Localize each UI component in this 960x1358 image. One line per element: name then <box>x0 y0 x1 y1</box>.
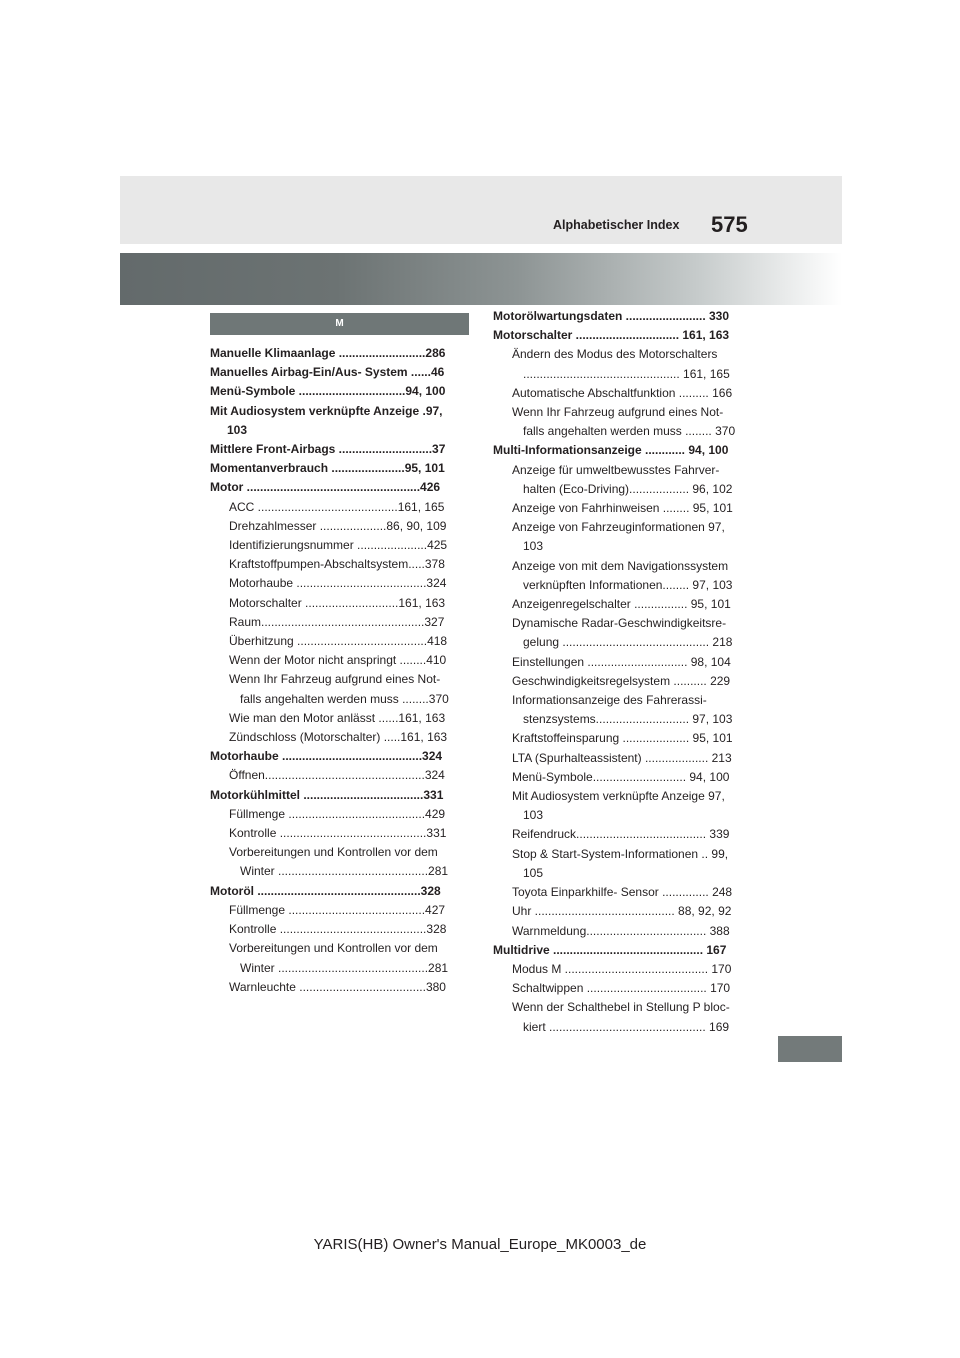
index-entry-line: Motorölwartungsdaten ........................ 330 <box>493 309 730 323</box>
index-subentry <box>210 594 462 613</box>
index-entry <box>210 363 462 382</box>
index-entry-line: Menü-Symbole............................ 94, 100 <box>512 769 730 784</box>
index-entry-line: LTA (Spurhalteassistent) ................... 213 <box>512 750 732 765</box>
index-entry-line: Dynamische Radar-Geschwindigkeitsre- <box>512 616 727 631</box>
index-entry-line: Wenn der Schalthebel in Stellung P bloc- <box>512 1000 730 1015</box>
index-entry <box>493 326 743 345</box>
index-subentry <box>493 499 743 518</box>
index-entry <box>210 459 462 478</box>
index-subentry <box>210 651 462 670</box>
index-entry-line: Manuelles Airbag-Ein/Aus- System ......46 <box>210 365 445 380</box>
index-subentry <box>210 613 462 632</box>
index-subentry <box>493 883 743 902</box>
index-entry-line: Motorhaube ..........................................324 <box>210 749 443 764</box>
index-entry-line: Wenn Ihr Fahrzeug aufgrund eines Not- <box>512 405 724 420</box>
index-subentry <box>210 555 462 574</box>
index-entry-line: Kontrolle ............................................331 <box>229 826 447 841</box>
index-subentry <box>493 729 743 748</box>
index-entry <box>210 882 462 901</box>
index-entry-line: Motor ....................................................426 <box>210 480 441 495</box>
index-subentry <box>493 787 743 825</box>
index-column-left <box>210 344 462 997</box>
index-entry-line: Ändern des Modus des Motorschalters <box>512 347 718 362</box>
index-subentry <box>493 825 743 844</box>
index-entry-line: Motoröl .................................................328 <box>210 883 441 898</box>
index-subentry <box>493 653 743 672</box>
index-subentry <box>493 845 743 883</box>
index-entry <box>210 440 462 459</box>
index-entry-line: Winter .............................................281 <box>240 960 449 975</box>
index-subentry <box>493 557 743 595</box>
index-entry-line: Zündschloss (Motorschalter) .....161, 163 <box>229 730 448 745</box>
index-subentry <box>493 403 743 441</box>
page-header-title: Alphabetischer Index <box>553 218 680 232</box>
index-entry-line: Warnleuchte ......................................380 <box>229 979 446 994</box>
index-entry-line: ACC ..........................................161, 165 <box>229 499 445 514</box>
page-footer: YARIS(HB) Owner's Manual_Europe_MK0003_de <box>313 1236 647 1253</box>
index-entry <box>210 478 462 497</box>
index-entry-line: Überhitzung .......................................418 <box>229 634 448 649</box>
index-subentry <box>493 998 743 1036</box>
index-subentry <box>210 632 462 651</box>
index-subentry <box>493 345 743 383</box>
index-entry-line: Anzeige für umweltbewusstes Fahrver- <box>512 462 720 477</box>
index-entry-line: gelung ............................................ 218 <box>523 635 733 650</box>
index-subentry <box>210 498 462 517</box>
index-subentry <box>210 901 462 920</box>
index-entry-line: Uhr .......................................... 88, 92, 92 <box>512 904 732 919</box>
index-entry-line: 103 <box>523 539 544 554</box>
decorative-gradient-band <box>120 253 842 305</box>
index-entry-line: Drehzahlmesser ....................86, 90, 109 <box>229 518 447 533</box>
index-entry-line: Vorbereitungen und Kontrollen vor dem <box>229 845 438 860</box>
index-entry-line: falls angehalten werden muss ........ 370 <box>523 424 736 439</box>
index-entry-line: verknüpften Informationen........ 97, 103 <box>523 577 733 592</box>
index-entry-line: Informationsanzeige des Fahrerassi- <box>512 693 707 708</box>
index-subentry <box>493 979 743 998</box>
index-entry-line: Öffnen................................................324 <box>229 768 445 783</box>
index-column-right <box>493 307 743 1037</box>
index-entry-line: Anzeige von Fahrhinweisen ........ 95, 101 <box>512 501 733 516</box>
index-entry-line: Schaltwippen .................................... 170 <box>512 981 731 996</box>
index-entry-line: falls angehalten werden muss ........370 <box>240 691 449 706</box>
index-entry-line: Anzeigenregelschalter ................ 95, 101 <box>512 597 731 612</box>
index-entry-line: Anzeige von Fahrzeuginformationen 97, <box>512 520 725 535</box>
index-subentry <box>210 824 462 843</box>
index-subentry <box>210 709 462 728</box>
index-entry-line: Wenn Ihr Fahrzeug aufgrund eines Not- <box>229 672 441 687</box>
index-entry-line: Mit Audiosystem verknüpfte Anzeige .97, <box>210 403 443 418</box>
index-entry-line: Reifendruck....................................... 339 <box>512 827 730 842</box>
index-entry <box>210 344 462 363</box>
index-subentry <box>210 574 462 593</box>
index-subentry <box>493 384 743 403</box>
index-subentry <box>493 922 743 941</box>
index-subentry <box>493 691 743 729</box>
index-entry-line: ............................................... 161, 165 <box>523 366 730 381</box>
index-entry-line: Momentanverbrauch ......................95, 101 <box>210 461 445 476</box>
index-entry-line: Füllmenge .........................................429 <box>229 806 446 821</box>
index-entry <box>493 307 743 326</box>
index-entry-line: 105 <box>523 865 544 880</box>
index-entry-line: Modus M ........................................... 170 <box>512 961 732 976</box>
index-entry-line: Motorhaube .......................................324 <box>229 576 447 591</box>
index-entry-line: Füllmenge .........................................427 <box>229 902 446 917</box>
index-entry-line: Motorschalter ............................... 161, 163 <box>493 328 730 343</box>
index-entry-line: Mittlere Front-Airbags ............................37 <box>210 442 446 457</box>
index-subentry <box>493 614 743 652</box>
index-subentry <box>493 672 743 691</box>
index-subentry <box>493 768 743 787</box>
index-entry-line: Motorschalter ............................161, 163 <box>229 595 446 610</box>
index-subentry <box>210 920 462 939</box>
index-subentry <box>493 902 743 921</box>
index-entry-line: Einstellungen .............................. 98, 104 <box>512 654 731 669</box>
index-subentry <box>210 805 462 824</box>
index-subentry <box>210 670 462 708</box>
index-entry-line: 103 <box>227 422 248 437</box>
index-entry-line: Multidrive ............................................. 167 <box>493 942 727 957</box>
index-entry-line: Wie man den Motor anlässt ......161, 163 <box>229 710 446 725</box>
index-entry-line: Automatische Abschaltfunktion ......... 166 <box>512 385 733 400</box>
index-entry-line: Kraftstoffeinsparung .................... 95, 101 <box>512 731 733 746</box>
index-entry-line: Toyota Einparkhilfe- Sensor .............. 248 <box>512 885 733 900</box>
index-subentry <box>493 960 743 979</box>
index-entry-line: Anzeige von mit dem Navigationssystem <box>512 558 729 573</box>
index-subentry <box>210 536 462 555</box>
thumb-index-tab <box>778 1036 842 1062</box>
index-entry <box>493 941 743 960</box>
index-subentry <box>210 978 462 997</box>
index-entry-line: Kontrolle ............................................328 <box>229 922 447 937</box>
index-entry <box>210 747 462 766</box>
index-subentry <box>493 595 743 614</box>
index-subentry <box>493 461 743 499</box>
page-number: 575 <box>711 212 748 237</box>
section-letter-header: M <box>210 313 469 335</box>
index-entry-line: halten (Eco-Driving).................. 96, 102 <box>523 481 733 496</box>
index-entry-line: stenzsystems............................ 97, 103 <box>523 712 733 727</box>
index-entry-line: Mit Audiosystem verknüpfte Anzeige 97, <box>512 789 725 804</box>
index-subentry <box>493 749 743 768</box>
index-entry-line: Winter .............................................281 <box>240 864 449 879</box>
index-entry-line: Menü-Symbole ................................94, 100 <box>210 384 446 399</box>
index-entry-line: 103 <box>523 808 544 823</box>
index-entry-line: Vorbereitungen und Kontrollen vor dem <box>229 941 438 956</box>
index-subentry <box>210 766 462 785</box>
index-entry <box>210 786 462 805</box>
index-entry-line: Warnmeldung.................................... 388 <box>512 923 730 938</box>
index-entry-line: Multi-Informationsanzeige ............ 94, 100 <box>493 443 729 458</box>
index-subentry <box>210 939 462 977</box>
index-entry-line: Manuelle Klimaanlage ..........................286 <box>210 346 446 360</box>
index-subentry <box>210 728 462 747</box>
index-subentry <box>210 843 462 881</box>
index-entry <box>493 441 743 460</box>
index-entry-line: Stop & Start-System-Informationen .. 99, <box>512 846 729 861</box>
index-entry-line: Raum.................................................327 <box>229 614 445 629</box>
index-entry-line: Wenn der Motor nicht anspringt ........410 <box>229 653 447 668</box>
index-entry-line: Kraftstoffpumpen-Abschaltsystem.....378 <box>229 557 445 572</box>
index-entry-line: Geschwindigkeitsregelsystem .......... 229 <box>512 673 731 688</box>
index-entry <box>210 402 462 440</box>
index-entry-line: Identifizierungsnummer .....................425 <box>229 538 448 553</box>
index-entry-line: kiert ............................................... 169 <box>523 1019 730 1034</box>
index-subentry <box>493 518 743 556</box>
index-entry <box>210 382 462 401</box>
index-subentry <box>210 517 462 536</box>
index-entry-line: Motorkühlmittel ....................................331 <box>210 787 444 802</box>
